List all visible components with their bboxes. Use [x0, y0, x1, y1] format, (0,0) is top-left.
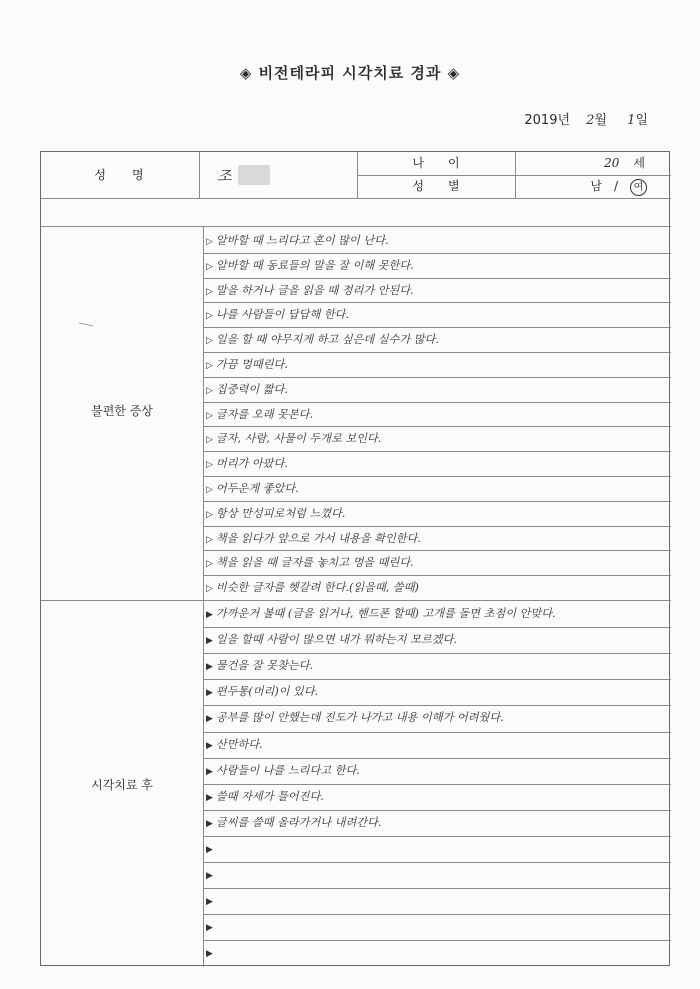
- after-item-row: [206, 733, 666, 757]
- bullet-marker-icon: ▷: [206, 311, 213, 322]
- before-item-row: [206, 576, 666, 600]
- divider: [41, 198, 671, 199]
- date-month-suffix: 월: [594, 113, 608, 128]
- bullet-marker-icon: ▶: [206, 871, 213, 881]
- bullet-marker-icon: ▶: [206, 792, 213, 803]
- bullet-marker-icon: ▷: [206, 286, 213, 297]
- before-item-row: [206, 254, 666, 278]
- before-item-text: 어두운게 좋았다.: [215, 482, 299, 495]
- after-item-row: [206, 680, 666, 704]
- divider: [199, 152, 200, 198]
- stray-mark: [79, 323, 93, 327]
- bullet-marker-icon: ▶: [206, 662, 213, 673]
- row-divider: [203, 627, 671, 628]
- section-after-label: 시각치료 후: [91, 778, 153, 792]
- bullet-marker-icon: ▶: [206, 949, 213, 960]
- bullet-marker-icon: ▶: [206, 923, 213, 934]
- before-item-row: [206, 551, 666, 575]
- bullet-marker-icon: ▷: [206, 460, 213, 471]
- before-item-text: 글자를 오래 못본다.: [215, 407, 314, 421]
- name-label: 성명: [94, 168, 170, 182]
- before-item-text: 말을 하거나 글을 읽을 때 정리가 안된다.: [215, 283, 414, 297]
- before-item-row: [206, 279, 666, 303]
- after-item-text: 공부를 많이 안했는데 진도가 나가고 내용 이해가 어려웠다.: [215, 711, 504, 725]
- before-item-text: 책을 읽다가 앞으로 가서 내용을 확인한다.: [215, 531, 421, 545]
- before-item-row: [206, 452, 666, 476]
- row-divider: [203, 377, 671, 378]
- sex-male-option: 남: [590, 179, 602, 193]
- bullet-marker-icon: ▷: [206, 385, 213, 396]
- row-divider: [203, 476, 671, 477]
- sex-label: 성별: [412, 179, 484, 193]
- after-item-row: [206, 941, 666, 965]
- bullet-marker-icon: ▷: [206, 485, 213, 495]
- bullet-marker-icon: ▷: [206, 261, 213, 272]
- after-item-text: 산만하다.: [215, 737, 263, 751]
- bullet-marker-icon: ▶: [206, 740, 213, 751]
- before-item-text: 알바할 때 동료들의 말을 잘 이해 못한다.: [215, 258, 414, 272]
- after-item-text: 물건을 잘 못찾는다.: [215, 659, 314, 673]
- before-item-row: [206, 403, 666, 427]
- row-divider: [203, 550, 671, 551]
- after-item-row: [206, 889, 666, 913]
- row-divider: [203, 327, 671, 328]
- age-value: [515, 152, 671, 175]
- before-item-row: [206, 502, 666, 526]
- row-divider: [203, 278, 671, 279]
- after-item-row: [206, 785, 666, 809]
- bullet-marker-icon: ▶: [206, 766, 213, 777]
- before-item-text: 일을 할 때 야무지게 하고 싶은데 실수가 많다.: [215, 333, 439, 347]
- bullet-marker-icon: ▷: [206, 584, 213, 595]
- bullet-marker-icon: ▷: [206, 509, 213, 520]
- row-divider: [203, 352, 671, 353]
- after-item-row: [206, 811, 666, 835]
- date-day: 1: [627, 113, 636, 128]
- row-divider: [203, 679, 671, 680]
- date-day-suffix: 일: [635, 113, 648, 128]
- before-item-row: [206, 303, 666, 327]
- row-divider: [203, 862, 671, 863]
- after-item-row: [206, 706, 666, 730]
- after-item-row: [206, 628, 666, 652]
- row-divider: [203, 653, 671, 654]
- date-month: 2: [586, 113, 595, 128]
- divider: [357, 175, 671, 176]
- age-number: 20: [604, 156, 620, 170]
- name-value: [199, 152, 357, 198]
- row-divider: [203, 575, 671, 576]
- bullet-marker-icon: ▷: [206, 534, 213, 545]
- row-divider: [203, 784, 671, 785]
- after-item-row: [206, 863, 666, 887]
- row-divider: [203, 732, 671, 733]
- bullet-marker-icon: ▶: [206, 818, 213, 829]
- divider: [203, 226, 204, 967]
- after-item-text: 일을 할때 사람이 많으면 내가 뭐하는지 모르겠다.: [215, 633, 457, 647]
- row-divider: [203, 426, 671, 427]
- row-divider: [203, 253, 671, 254]
- after-item-text: 글씨를 쓸때 올라가거나 내려간다.: [215, 815, 382, 829]
- row-divider: [203, 302, 671, 303]
- redacted-name-block: [238, 165, 270, 185]
- bullet-marker-icon: ▶: [206, 688, 213, 699]
- bullet-marker-icon: ▶: [206, 636, 213, 647]
- before-item-text: 비슷한 글자를 헷갈려 한다.(읽을때, 쓸때): [215, 581, 419, 595]
- row-divider: [203, 940, 671, 941]
- bullet-marker-icon: ▷: [206, 237, 213, 247]
- bullet-marker-icon: ▷: [206, 559, 213, 570]
- row-divider: [203, 451, 671, 452]
- sex-female-option-circled: 여: [630, 179, 647, 196]
- row-divider: [203, 914, 671, 915]
- bullet-marker-icon: ▶: [206, 610, 213, 620]
- before-item-text: 알바할 때 느리다고 혼이 많이 난다.: [215, 234, 389, 247]
- patient-surname: 조: [217, 166, 232, 185]
- before-item-row: [206, 427, 666, 451]
- bullet-marker-icon: ▶: [206, 714, 213, 725]
- before-item-row: [206, 527, 666, 551]
- before-item-text: 가끔 멍때린다.: [215, 358, 288, 371]
- document-date: [524, 109, 648, 128]
- before-item-row: [206, 229, 666, 253]
- after-item-text: 쓸때 자세가 틀어진다.: [215, 789, 324, 803]
- therapy-progress-form: [40, 151, 670, 966]
- row-divider: [203, 888, 671, 889]
- after-item-text: 가까운거 볼때 (글을 읽거나, 핸드폰 할때) 고개를 돌면 초점이 안맞다.: [215, 607, 556, 620]
- before-item-text: 머리가 아팠다.: [215, 457, 288, 471]
- after-item-row: [206, 837, 666, 861]
- sex-value: [515, 175, 671, 198]
- before-item-text: 집중력이 짧다.: [215, 382, 288, 396]
- after-item-row: [206, 654, 666, 678]
- bullet-marker-icon: ▷: [206, 435, 213, 446]
- after-item-text: 편두통(머리)이 있다.: [215, 685, 319, 699]
- before-item-row: [206, 378, 666, 402]
- before-item-row: [206, 328, 666, 352]
- date-year: 2019년: [524, 113, 571, 128]
- bullet-marker-icon: ▶: [206, 844, 213, 855]
- divider: [41, 226, 671, 227]
- before-item-text: 항상 만성피로처럼 느꼈다.: [215, 506, 346, 520]
- bullet-marker-icon: ▷: [206, 410, 213, 421]
- after-item-row: [206, 602, 666, 626]
- before-item-text: 글자, 사람, 사물이 두개로 보인다.: [215, 432, 382, 446]
- row-divider: [203, 758, 671, 759]
- row-divider: [203, 526, 671, 527]
- row-divider: [203, 836, 671, 837]
- row-divider: [203, 810, 671, 811]
- row-divider: [203, 705, 671, 706]
- section-before-label: 불편한 증상: [91, 404, 153, 418]
- after-item-text: 사람들이 나를 느리다고 한다.: [215, 763, 360, 777]
- before-item-text: 나를 사람들이 답답해 한다.: [215, 308, 350, 322]
- bullet-marker-icon: ▷: [206, 336, 213, 347]
- after-item-row: [206, 915, 666, 939]
- sex-separator: /: [613, 179, 618, 193]
- before-item-text: 책을 읽을 때 글자를 놓치고 멍을 때린다.: [215, 556, 414, 570]
- age-unit: 세: [633, 156, 645, 170]
- row-divider: [203, 402, 671, 403]
- bullet-marker-icon: ▷: [206, 361, 213, 371]
- age-label: 나이: [412, 156, 484, 170]
- document-title: ◈ 비전테라피 시각치료 경과 ◈: [239, 64, 461, 82]
- row-divider: [203, 501, 671, 502]
- before-item-row: [206, 353, 666, 377]
- after-item-row: [206, 759, 666, 783]
- before-item-row: [206, 477, 666, 501]
- bullet-marker-icon: ▶: [206, 897, 213, 908]
